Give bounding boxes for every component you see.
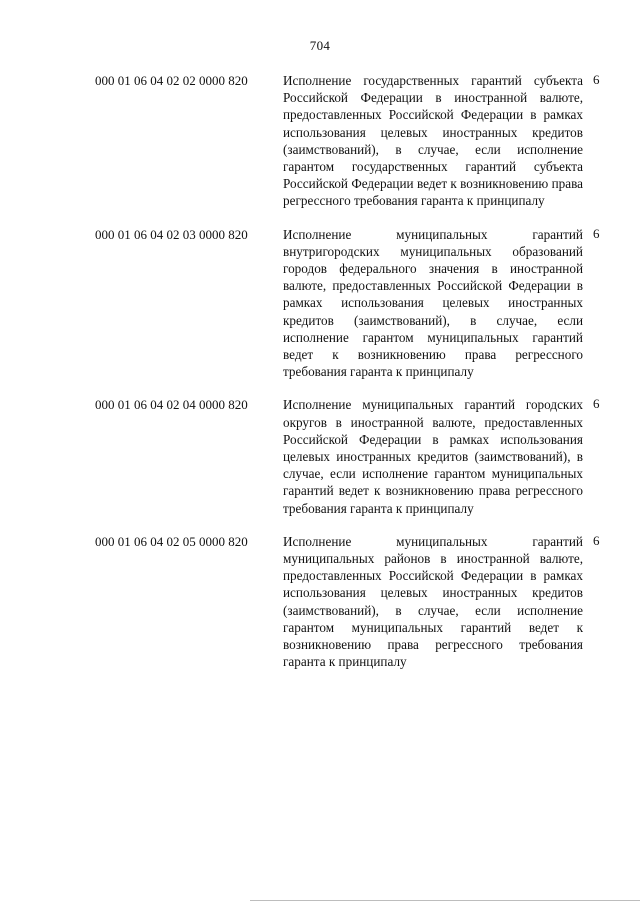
entry-column-value: 6 bbox=[593, 225, 600, 241]
entry-column-value: 6 bbox=[593, 72, 600, 87]
entry-description: Исполнение государственных гарантий субъекта Российской Федерации в иностранной валюте, предоставленных Российской Федерации в рамках использования целевых иностранных кредитов (заимствований), в случае, если исполнение гарантом государственных гарантий субъекта Российской Федерации ведет к возникновению права регрессного требования гаранта к принципалу bbox=[283, 73, 583, 209]
entry-row bbox=[0, 72, 640, 210]
entry-code: 000 01 06 04 02 05 0000 820 bbox=[95, 533, 248, 549]
entry-code: 000 01 06 04 02 04 0000 820 bbox=[95, 397, 248, 413]
entry-row bbox=[0, 533, 640, 671]
entry-description: Исполнение муниципальных гарантий внутригородских муниципальных образований городов федерального значения в иностранной валюте, предоставленных Российской Федерации в рамках использования целевых иностранных кредитов (заимствований), в случае, если исполнение гарантом муниципальных гарантий ведет к возникновению права регрессного требования гаранта к принципалу bbox=[283, 226, 583, 380]
page-number: 704 bbox=[309, 38, 331, 53]
entry-column-value: 6 bbox=[593, 396, 600, 412]
entry-row bbox=[0, 226, 640, 381]
entry-code: 000 01 06 04 02 03 0000 820 bbox=[95, 226, 248, 242]
entries-list bbox=[0, 72, 640, 687]
entry-row bbox=[0, 396, 640, 516]
entry-column-value: 6 bbox=[593, 532, 600, 548]
entry-description: Исполнение муниципальных гарантий городских округов в иностранной валюте, предоставленных Российской Федерации в рамках использования целевых иностранных кредитов (заимствований), в случае, если исполнение гарантом муниципальных гарантий ведет к возникновению права регрессного требования гаранта к принципалу bbox=[283, 397, 583, 516]
entry-description: Исполнение муниципальных гарантий муниципальных районов в иностранной валюте, предоставленных Российской Федерации в рамках использования целевых иностранных кредитов (заимствований), в случае, если исполнение гарантом муниципальных гарантий ведет к возникновению права регрессного требования гаранта к принципалу bbox=[283, 533, 583, 670]
entry-code: 000 01 06 04 02 02 0000 820 bbox=[95, 73, 248, 88]
page-bottom-divider bbox=[250, 900, 640, 901]
